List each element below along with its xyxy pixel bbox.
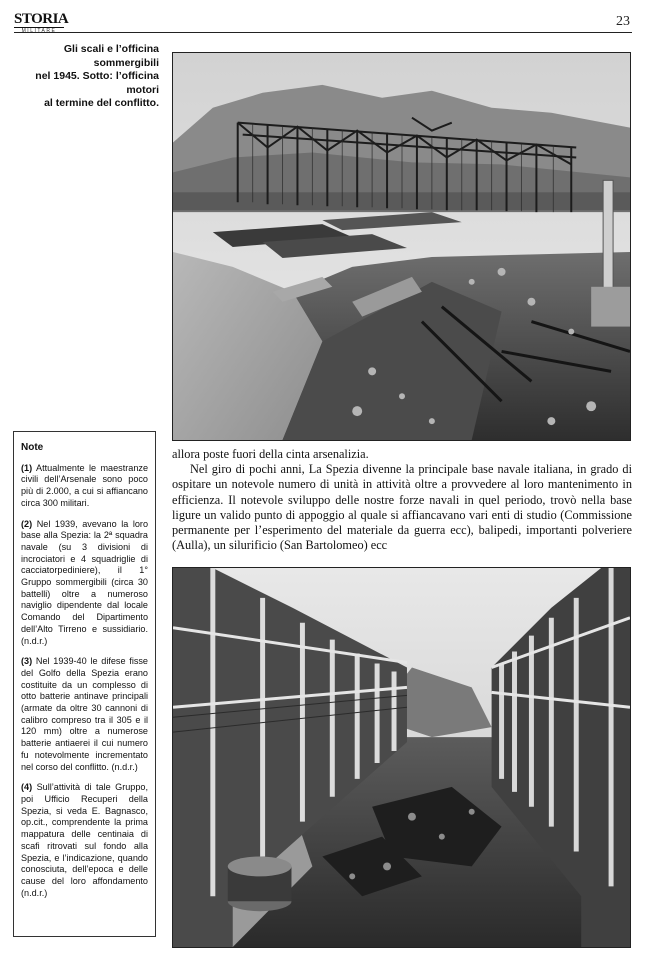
note-3-text: Nel 1939-40 le difese fisse del Golfo della Spezia erano costituite da un complesso di otto batterie antinave principali (armate da oltre 30 cannoni di calibro compreso tra il 305 e il 120 mm) oltre a numerose batterie antiaerei il cui numero fu notevolmente incrementato nel corso del conflitto. (n.d.r.) (21, 656, 148, 772)
note-4-number: (4) (21, 782, 33, 793)
logo-subtitle: MILITARE (14, 27, 64, 35)
body-paragraph-1: allora poste fuori della cinta arsenalizia. (172, 447, 369, 461)
notes-box (13, 431, 156, 937)
note-4 (21, 782, 148, 899)
note-1-text: Attualmente le maestranze civili dell’Arsenale sono poco più di 2.000, a cui si affiancano circa 300 militari. (21, 462, 148, 508)
caption-line-2: nel 1945. Sotto: l’officina motori (35, 70, 159, 96)
notes-title: Note (21, 442, 44, 453)
photo-engine-workshop (172, 567, 631, 948)
logo-title: STORIA (14, 11, 69, 27)
note-1-number: (1) (21, 462, 33, 473)
note-2 (21, 519, 148, 648)
page-number: 23 (616, 14, 630, 29)
caption-line-1: Gli scali e l’officina sommergibili (63, 43, 159, 69)
header-divider (14, 32, 632, 33)
note-2-text: Nel 1939, avevano la loro base alla Spezia: la 2ª squadra navale (su 3 divisioni di incrociatori e 4 squadriglie di cacciatorpediniere), il 1° Gruppo sommergibili (circa 30 battelli) oltre a numeroso naviglio dipendente dal locale Comando del Dipartimento dell’Alto Tirreno e sussidiario. (n.d.r.) (21, 518, 148, 646)
note-4-text: Sull’attività di tale Gruppo, poi Ufficio Recuperi della Spezia, si veda E. Bagnasco, op.cit., comprendente la prima mappatura delle centinaia di scafi ritrovati sul fondo alla Spezia, e l’indicazione, quando conosciuta, dell’epoca e delle cause del loro affondamento (n.d.r.) (21, 782, 148, 898)
note-2-number: (2) (21, 518, 33, 529)
note-3-number: (3) (21, 656, 33, 667)
note-3 (21, 656, 148, 773)
note-1 (21, 463, 148, 510)
photo-slipways-ruins (172, 52, 631, 441)
caption-line-3: al termine del conflitto. (44, 97, 159, 109)
photo-caption (14, 43, 159, 111)
body-paragraph-2: Nel giro di pochi anni, La Spezia divenne la principale base navale italiana, in grado di ospitare un notevole numero di unità in attività oltre a provvedere al loro mantenimento in efficienza. Il notevole sviluppo delle nostre forze navali in quel periodo, trovò nella base ligure un valido punto di appoggio al quale si affiancavano vari enti di studio (Commissione permanente per l’esperimento del materiale da guerra ecc), balipedi, importanti polveriere (Aulla), un silurificio (San Bartolomeo) ecc (172, 462, 632, 553)
article-body (172, 447, 632, 553)
